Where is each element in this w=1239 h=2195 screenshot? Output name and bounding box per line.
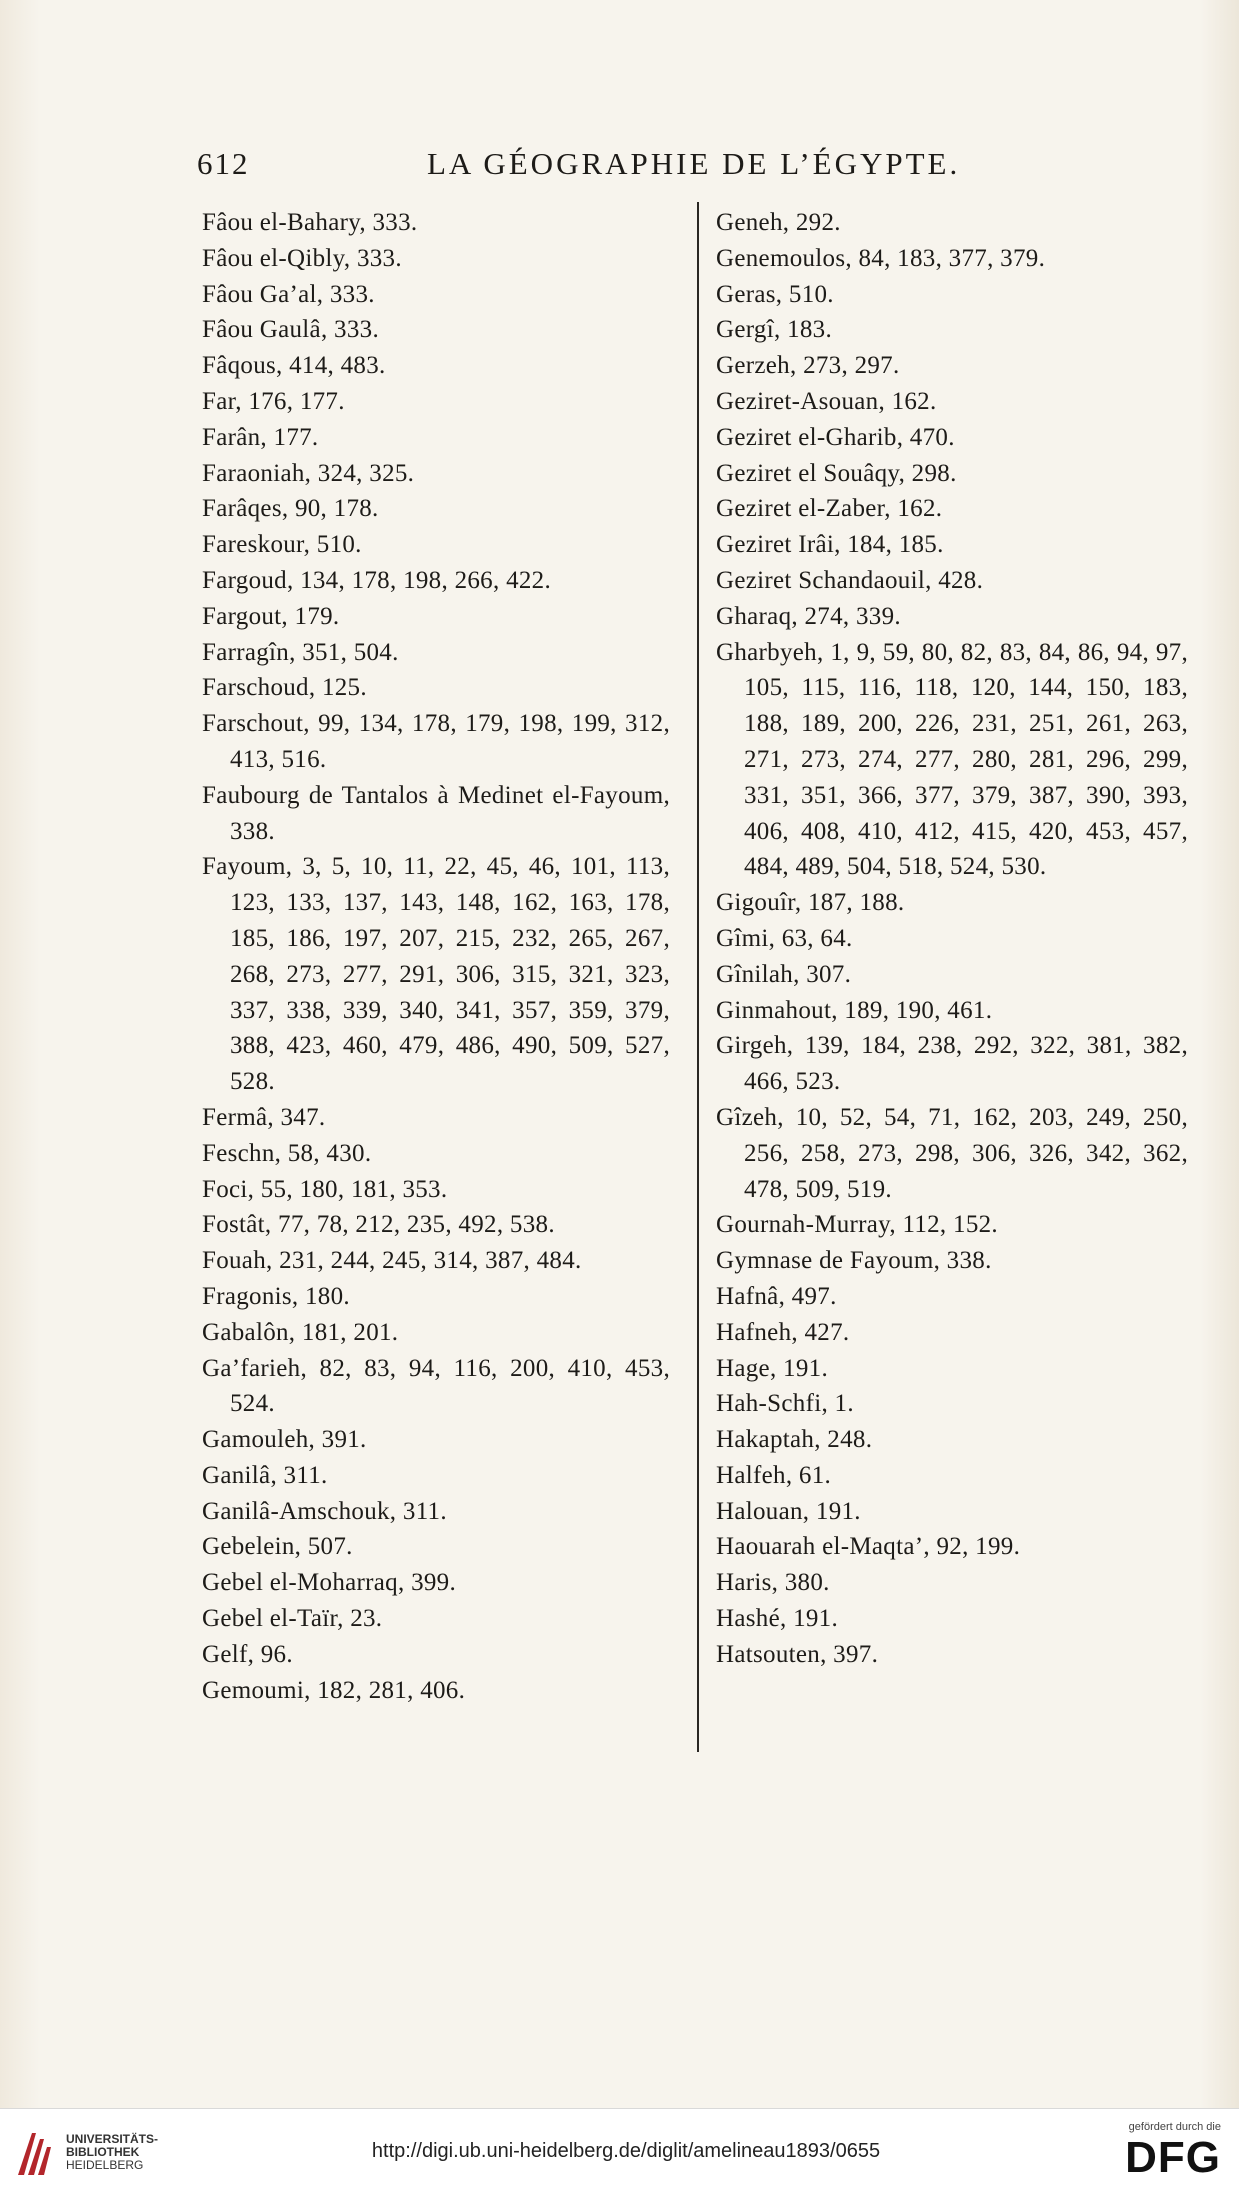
index-entry: Gerzeh, 273, 297.: [716, 352, 900, 380]
index-entry: Haris, 380.: [716, 1569, 830, 1597]
library-name-line: BIBLIOTHEK: [66, 2145, 140, 2159]
index-entry: Ginmahout, 189, 190, 461.: [716, 996, 993, 1024]
index-entry: Geziret el-Zaber, 162.: [716, 495, 943, 523]
column-divider: [697, 202, 699, 1752]
page-title: LA GÉOGRAPHIE DE L’ÉGYPTE.: [427, 146, 961, 181]
index-entry: Geras, 510.: [716, 280, 834, 308]
index-entry: Gergî, 183.: [716, 316, 833, 344]
index-entry: Fostât, 77, 78, 212, 235, 492, 538.: [202, 1211, 555, 1239]
university-library-logo-icon: [14, 2127, 54, 2179]
index-entry: Geziret Schandaouil, 428.: [716, 566, 984, 594]
index-entry: Farschoud, 125.: [202, 674, 367, 702]
index-entry: Feschn, 58, 430.: [202, 1139, 372, 1167]
index-entry: Gîzeh, 10, 52, 54, 71, 162, 203, 249, 250, 256, 258, 273, 298, 306, 326, 342, 362, 478, 509, 519.: [716, 1103, 1188, 1203]
index-entry: Fragonis, 180.: [202, 1282, 350, 1310]
index-entry: Fargoud, 134, 178, 198, 266, 422.: [202, 566, 552, 594]
index-entry: Hakaptah, 248.: [716, 1426, 873, 1454]
index-entry: Halfeh, 61.: [716, 1461, 832, 1489]
index-entry: Faubourg de Tantalos à Medinet el-Fayoum, 338.: [202, 781, 670, 845]
index-entry: Geziret el Souâqy, 298.: [716, 459, 957, 487]
index-entry: Fâou el-Qibly, 333.: [202, 244, 402, 272]
index-entry: Gebel el-Taïr, 23.: [202, 1605, 383, 1633]
index-entry: Fâou el-Bahary, 333.: [202, 209, 418, 236]
library-name-line: HEIDELBERG: [66, 2158, 144, 2172]
index-entry: Fâou Ga’al, 333.: [202, 280, 375, 308]
index-entry: Geziret-Asouan, 162.: [716, 387, 937, 415]
index-entry: Geneh, 292.: [716, 209, 841, 236]
index-entry: Hafnâ, 497.: [716, 1282, 837, 1310]
index-column-right: [716, 205, 1188, 1673]
index-entry: Hafneh, 427.: [716, 1318, 850, 1346]
dfg-logo-icon: DFG: [1125, 2133, 1221, 2182]
university-library-name: [66, 2133, 158, 2172]
index-entry: Farâqes, 90, 178.: [202, 495, 379, 523]
index-entry: Farân, 177.: [202, 423, 319, 451]
index-entry: Fouah, 231, 244, 245, 314, 387, 484.: [202, 1247, 582, 1275]
index-entry: Fayoum, 3, 5, 10, 11, 22, 45, 46, 101, 113, 123, 133, 137, 143, 148, 162, 163, 178, 185, 186, 197, 207, 215, 232, 265, 267, 268, 273, 277, 291, 306, 315, 321, 323, 337, 338, 339, 340, 341, 357, 359, 379, 388, 423, 460, 479, 486, 490, 509, 527, 528.: [202, 853, 670, 1096]
index-entry: Halouan, 191.: [716, 1497, 861, 1525]
index-entry: Gigouîr, 187, 188.: [716, 889, 905, 917]
index-entry: Girgeh, 139, 184, 238, 292, 322, 381, 382, 466, 523.: [716, 1032, 1188, 1096]
index-entry: Fargout, 179.: [202, 602, 340, 630]
index-entry: Gabalôn, 181, 201.: [202, 1318, 399, 1346]
index-entry: Hashé, 191.: [716, 1605, 839, 1633]
index-entry: Hah-Schfi, 1.: [716, 1390, 854, 1418]
index-entry: Gharaq, 274, 339.: [716, 602, 901, 630]
index-entry: Far, 176, 177.: [202, 387, 345, 415]
index-entry: Fermâ, 347.: [202, 1103, 326, 1131]
index-entry: Gemoumi, 182, 281, 406.: [202, 1676, 466, 1704]
index-entry: Geziret Irâi, 184, 185.: [716, 531, 944, 559]
index-entry: Gebelein, 507.: [202, 1533, 353, 1561]
index-entry: Gîmi, 63, 64.: [716, 924, 853, 952]
page-number: 612: [197, 146, 250, 181]
index-column-left: [202, 205, 670, 1708]
funding-credit-text: gefördert durch die: [1128, 2121, 1221, 2133]
index-entry: Fâou Gaulâ, 333.: [202, 316, 379, 344]
index-entry: Gymnase de Fayoum, 338.: [716, 1247, 992, 1275]
index-entry: Fâqous, 414, 483.: [202, 352, 386, 380]
digitization-footer: [0, 2108, 1239, 2195]
index-entry: Gebel el-Moharraq, 399.: [202, 1569, 457, 1597]
index-entry: Hatsouten, 397.: [716, 1640, 879, 1668]
permalink-url[interactable]: http://digi.ub.uni-heidelberg.de/diglit/amelineau1893/0655: [371, 2140, 881, 2162]
index-entry: Ganilâ-Amschouk, 311.: [202, 1497, 447, 1525]
index-entry: Gelf, 96.: [202, 1640, 293, 1668]
index-entry: Gharbyeh, 1, 9, 59, 80, 82, 83, 84, 86, 94, 97, 105, 115, 116, 118, 120, 144, 150, 183, 188, 189, 200, 226, 231, 251, 261, 263, 271, 273, 274, 277, 280, 281, 296, 299, 331, 351, 366, 377, 379, 387, 390, 393, 406, 408, 410, 412, 415, 420, 453, 457, 484, 489, 504, 518, 524, 530.: [716, 638, 1188, 881]
funding-credit: [1081, 2121, 1221, 2183]
index-entry: Faraoniah, 324, 325.: [202, 459, 415, 487]
index-entry: Ganilâ, 311.: [202, 1461, 328, 1489]
index-entry: Gournah-Murray, 112, 152.: [716, 1211, 998, 1239]
index-entry: Haouarah el-Maqta’, 92, 199.: [716, 1533, 1021, 1561]
index-entry: Genemoulos, 84, 183, 377, 379.: [716, 244, 1046, 272]
index-entry: Foci, 55, 180, 181, 353.: [202, 1175, 448, 1203]
index-entry: Fareskour, 510.: [202, 531, 362, 559]
index-entry: Geziret el-Gharib, 470.: [716, 423, 955, 451]
index-entry: Ga’farieh, 82, 83, 94, 116, 200, 410, 453, 524.: [202, 1354, 670, 1418]
library-name-line: UNIVERSITÄTS-: [66, 2132, 159, 2146]
index-entry: Farragîn, 351, 504.: [202, 638, 399, 666]
index-entry: Farschout, 99, 134, 178, 179, 198, 199, 312, 413, 516.: [202, 710, 670, 773]
index-entry: Hage, 191.: [716, 1354, 828, 1382]
running-head: [197, 146, 961, 186]
index-entry: Gînilah, 307.: [716, 960, 852, 988]
index-entry: Gamouleh, 391.: [202, 1426, 367, 1454]
